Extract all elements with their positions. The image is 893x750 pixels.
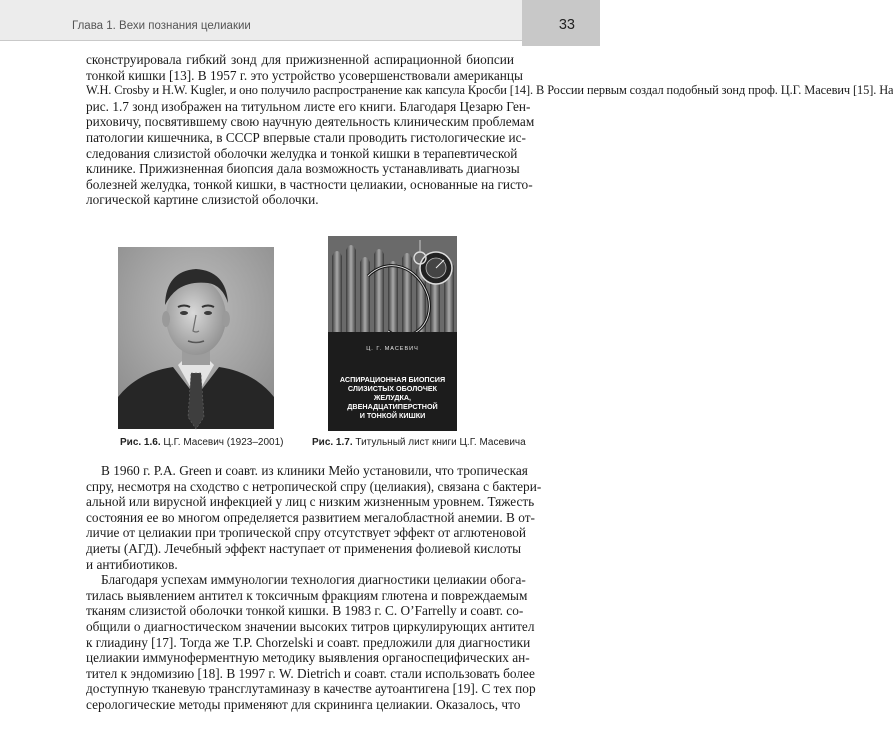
cover-title-line: АСПИРАЦИОННАЯ БИОПСИЯ: [339, 375, 446, 384]
text-line: серологические методы применяют для скрининга целиакии. Оказалось, что: [86, 696, 521, 712]
text-line: сконструировала гибкий зонд для прижизненной аспирационной биопсии: [86, 52, 514, 67]
text-line: доступную тканевую трансглутаминазу в качестве аутоантигена [19]. С тех пор: [86, 681, 536, 697]
text-line: тканям слизистой оболочки тонкой кишки. В 1983 г. C. O’Farrelly и соавт. со-: [86, 603, 524, 619]
text-line: альной или вирусной инфекцией у лиц с низким жизненным уровнем. Тяжесть: [86, 494, 535, 510]
text-line: целиакии иммуноферментную методику выявления органоспецифических ан-: [86, 650, 530, 666]
portrait-photo: [118, 247, 274, 429]
text-line: риховичу, посвятившему свою научную деятельность клиническим проблемам: [86, 114, 535, 130]
cover-title-line: ДВЕНАДЦАТИПЕРСТНОЙ: [347, 402, 438, 411]
text-line: личие от целиакии при тропической спру отсутствует эффект от аглютеновой: [86, 525, 526, 541]
book-cover-image: [328, 236, 457, 431]
caption-text: Титульный лист книги Ц.Г. Масевича: [355, 437, 526, 448]
text-line: W.H. Crosby и H.W. Kugler, и оно получило распространение как капсула Кросби [14]. В России первым создал подобный зонд проф. Ц.Г. Масевич [15]. На: [86, 83, 893, 98]
text-line: рис. 1.7 зонд изображен на титульном листе его книги. Благодаря Цезарю Ген-: [86, 98, 531, 114]
text-line: общили о диагностическом значении высоких титров циркулирующих антител: [86, 618, 535, 634]
cover-title-line: И ТОНКОЙ КИШКИ: [359, 411, 426, 420]
page-number: 33: [558, 17, 575, 33]
text-line: спру, несмотря на сходство с нетропической спру (целиакия), связана с бактери-: [86, 478, 542, 494]
text-line: логической картине слизистой оболочки.: [86, 192, 319, 208]
cover-author: Ц. Г. МАСЕВИЧ: [366, 346, 419, 352]
text-line: состояния ее во многом определяется развитием мегалобластной анемии. В от-: [86, 509, 535, 525]
figure-caption-1-7: [312, 437, 526, 448]
text-line: болезней желудка, тонкой кишки, в частности целиакии, основанные на гисто-: [86, 176, 533, 192]
page-number-tab: [522, 0, 600, 46]
body-text-top: [86, 52, 893, 208]
text-line: тонкой кишки [13]. В 1957 г. это устройство усовершенствовали американцы: [86, 67, 523, 83]
running-head: Глава 1. Вехи познания целиакии: [72, 20, 251, 32]
caption-text: Ц.Г. Масевич (1923–2001): [163, 437, 284, 448]
text-line: патологии кишечника, в СССР впервые стали проводить гистологические ис-: [86, 129, 526, 145]
text-line: тилась выявлением антител к токсичным фракциям глютена и повреждаемым: [86, 587, 528, 603]
text-line: к глиадину [17]. Тогда же T.P. Chorzelski и соавт. предложили для диагностики: [86, 634, 531, 650]
page-header: [0, 0, 600, 41]
body-text-bottom: [86, 463, 542, 713]
text-line: следования слизистой оболочки желудка и тонкой кишки в терапевтической: [86, 145, 518, 161]
figure-caption-1-6: [120, 437, 284, 448]
text-line: и антибиотиков.: [86, 556, 178, 572]
text-line: Благодаря успехам иммунологии технология диагностики целиакии обога-: [101, 572, 526, 588]
caption-label: Рис. 1.6.: [120, 437, 161, 448]
caption-label: Рис. 1.7.: [312, 437, 353, 448]
text-line: В 1960 г. P.A. Green и соавт. из клиники Мейо установили, что тропическая: [101, 463, 528, 478]
text-line: тител к эндомизию [18]. В 1997 г. W. Dietrich и соавт. стали использовать более: [86, 665, 535, 681]
cover-title-line: ЖЕЛУДКА,: [373, 393, 412, 402]
cover-title-line: СЛИЗИСТЫХ ОБОЛОЧЕК: [347, 384, 438, 393]
text-line: клинике. Прижизненная биопсия дала возможность устанавливать диагнозы: [86, 161, 520, 177]
text-line: диеты (АГД). Лечебный эффект наступает от применения фолиевой кислоты: [86, 540, 522, 556]
